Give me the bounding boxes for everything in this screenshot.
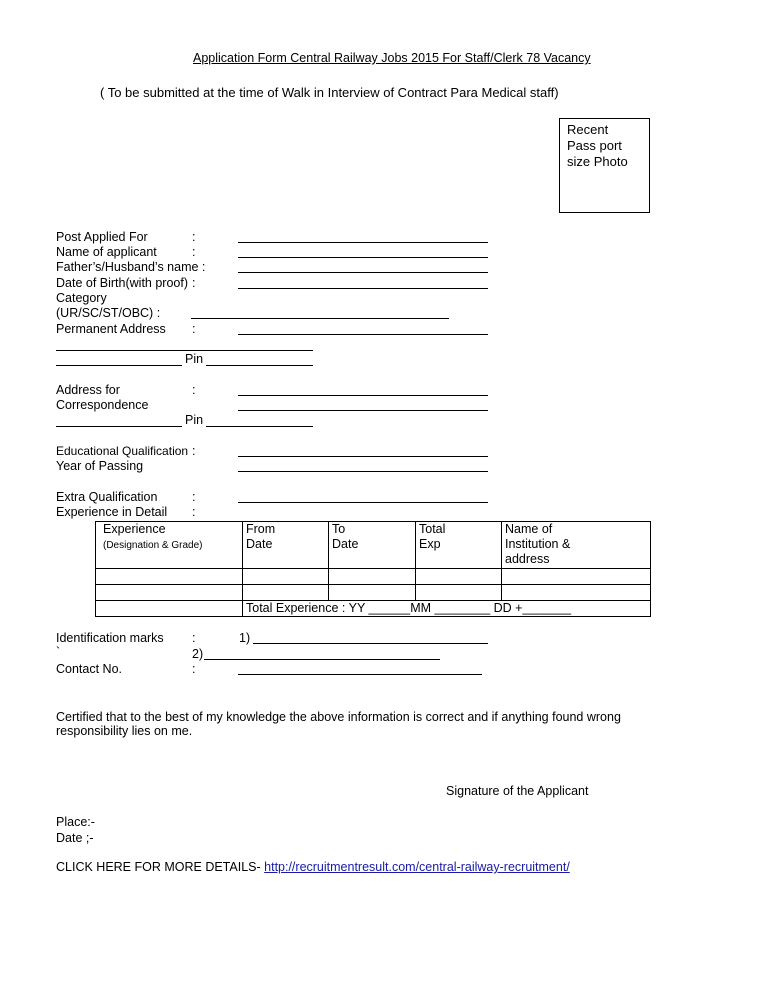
table-row[interactable] xyxy=(96,569,651,585)
input-line-corr-address-3[interactable] xyxy=(56,426,182,427)
label-exp-detail: Experience in Detail xyxy=(56,505,168,519)
colon: : xyxy=(192,245,196,259)
label-name: Name of applicant xyxy=(56,245,157,259)
label-year-passing: Year of Passing xyxy=(56,459,144,473)
table-header-experience: Experience (Designation & Grade) xyxy=(96,522,243,569)
total-experience[interactable]: Total Experience : YY ______MM ________ DD +_______ xyxy=(243,601,651,617)
table-header-to: To Date xyxy=(329,522,416,569)
label-category-options: (UR/SC/ST/OBC) : xyxy=(56,306,161,320)
label-contact: Contact No. xyxy=(56,662,123,676)
input-line-permanent-address-3[interactable] xyxy=(56,365,182,366)
colon: : xyxy=(192,322,196,336)
input-line-corr-pin[interactable] xyxy=(206,426,313,427)
table-cell[interactable] xyxy=(329,585,416,601)
form-subtitle: ( To be submitted at the time of Walk in Interview of Contract Para Medical staff) xyxy=(100,85,559,100)
input-line-corr-address-1[interactable] xyxy=(238,395,488,396)
table-header-from: From Date xyxy=(243,522,329,569)
colon: : xyxy=(192,444,196,458)
footer xyxy=(56,860,570,875)
colon: : xyxy=(192,490,196,504)
colon: : xyxy=(192,383,196,397)
input-line-category[interactable] xyxy=(191,318,449,319)
table-cell[interactable] xyxy=(502,569,651,585)
input-line-name[interactable] xyxy=(238,257,488,258)
label-dob: Date of Birth(with proof) xyxy=(56,276,188,290)
colon: : xyxy=(192,631,196,645)
label-mark-1: 1) xyxy=(239,631,251,645)
photo-box-line: Pass port xyxy=(567,138,622,153)
label-permanent-address: Permanent Address xyxy=(56,322,166,336)
input-line-year-passing[interactable] xyxy=(238,471,488,472)
label-pin: Pin xyxy=(185,413,204,427)
photo-box-line: size Photo xyxy=(567,154,628,169)
input-line-post-applied[interactable] xyxy=(238,242,488,243)
table-row[interactable] xyxy=(96,585,651,601)
input-line-edu-qual[interactable] xyxy=(238,456,488,457)
colon: : xyxy=(192,230,196,244)
table-cell[interactable] xyxy=(502,585,651,601)
table-cell[interactable] xyxy=(416,585,502,601)
details-link[interactable]: http://recruitmentresult.com/central-railway-recruitment/ xyxy=(264,860,570,874)
input-line-corr-address-2[interactable] xyxy=(238,410,488,411)
table-cell[interactable] xyxy=(96,601,243,617)
input-line-permanent-address-2[interactable] xyxy=(56,350,313,351)
input-line-dob[interactable] xyxy=(238,288,488,289)
label-father-husband: Father’s/Husband’s name : xyxy=(56,260,206,274)
label-correspondence: Correspondence xyxy=(56,398,149,412)
table-cell[interactable] xyxy=(243,569,329,585)
label-category: Category xyxy=(56,291,107,305)
stray-mark: ` xyxy=(56,645,61,659)
input-line-extra-qual[interactable] xyxy=(238,502,488,503)
date-label: Date ;- xyxy=(56,831,94,845)
input-line-contact[interactable] xyxy=(238,674,482,675)
table-cell[interactable] xyxy=(329,569,416,585)
label-pin: Pin xyxy=(185,352,204,366)
colon: : xyxy=(192,505,196,519)
table-cell[interactable] xyxy=(96,569,243,585)
experience-table xyxy=(95,521,651,617)
label-edu-qual: Educational Qualification xyxy=(56,444,189,458)
table-cell[interactable] xyxy=(96,585,243,601)
declaration-line-1: Certified that to the best of my knowledge the above information is correct and if anything found wrong xyxy=(56,710,621,724)
table-cell[interactable] xyxy=(416,569,502,585)
signature-label: Signature of the Applicant xyxy=(446,784,589,798)
input-line-father-husband[interactable] xyxy=(238,272,488,273)
table-total-row xyxy=(96,601,651,617)
colon: : xyxy=(192,276,196,290)
table-cell[interactable] xyxy=(243,585,329,601)
label-ident-marks: Identification marks xyxy=(56,631,164,645)
place-label: Place:- xyxy=(56,815,95,829)
label-post-applied: Post Applied For xyxy=(56,230,148,244)
table-header-institution: Name of Institution & address xyxy=(502,522,651,569)
photo-box-line: Recent xyxy=(567,122,609,137)
label-mark-2: 2) xyxy=(192,647,204,661)
colon: : xyxy=(192,662,196,676)
declaration-line-2: responsibility lies on me. xyxy=(56,724,193,738)
table-header-total: Total Exp xyxy=(416,522,502,569)
label-corr-address: Address for xyxy=(56,383,120,397)
form-title: Application Form Central Railway Jobs 2015 For Staff/Clerk 78 Vacancy xyxy=(193,51,591,65)
photo-box xyxy=(559,118,650,213)
label-extra-qual: Extra Qualification xyxy=(56,490,158,504)
footer-prefix: CLICK HERE FOR MORE DETAILS- xyxy=(56,860,265,874)
input-line-mark-1[interactable] xyxy=(253,643,488,644)
input-line-permanent-pin[interactable] xyxy=(206,365,313,366)
table-header-row xyxy=(96,522,651,569)
input-line-permanent-address-1[interactable] xyxy=(238,334,488,335)
input-line-mark-2[interactable] xyxy=(204,659,440,660)
